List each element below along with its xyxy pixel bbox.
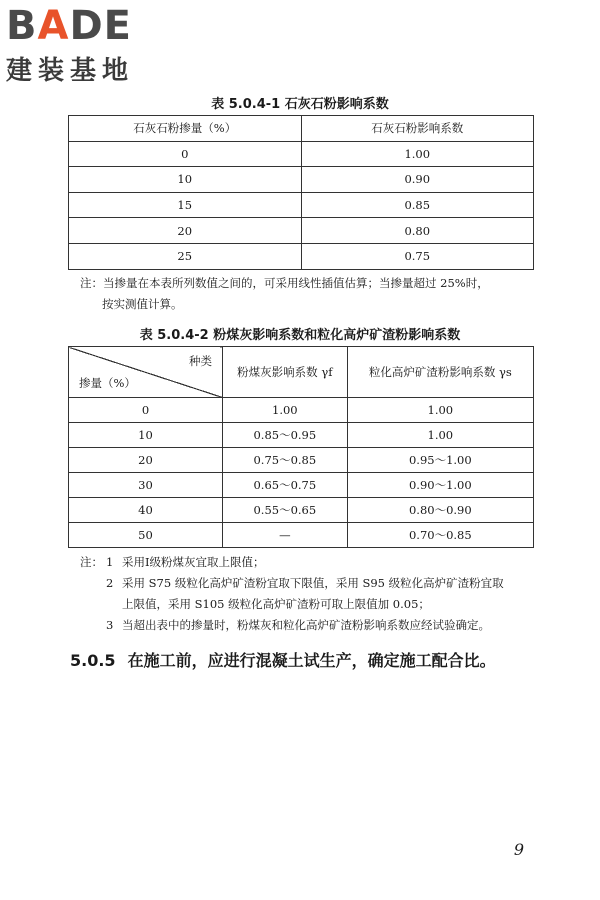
cell: 20	[69, 218, 302, 244]
table-row	[69, 218, 534, 244]
note-line: 按实测值计算。	[102, 297, 183, 311]
cell: 0.55～0.65	[223, 498, 348, 523]
cell: 0.95～1.00	[347, 448, 533, 473]
note-number: 2	[106, 576, 114, 590]
cell: 0	[69, 398, 223, 423]
header-cell: 粉煤灰影响系数 γf	[223, 347, 348, 398]
cell: 15	[69, 192, 302, 218]
cell: 0.80	[301, 218, 534, 244]
note-number: 3	[106, 618, 114, 632]
note-item	[80, 573, 550, 594]
note-item	[80, 615, 550, 636]
note-text: 采用 S75 级粒化高炉矿渣粉宜取下限值，采用 S95 级粒化高炉矿渣粉宜取	[122, 576, 504, 590]
cell: 10	[69, 167, 302, 193]
cell: 1.00	[301, 141, 534, 167]
bade-logo	[6, 4, 186, 88]
page-number: 9	[513, 840, 524, 859]
cell: 10	[69, 423, 223, 448]
cell: 0.75～0.85	[223, 448, 348, 473]
cell: 0.85	[301, 192, 534, 218]
cell: 1.00	[347, 398, 533, 423]
table-row	[69, 243, 534, 269]
note-text: 采用Ⅰ级粉煤灰宜取上限值；	[122, 555, 265, 569]
corner-label-dosage: 掺量（%）	[79, 376, 136, 390]
logo-wordmark: BADE	[6, 3, 132, 49]
cell: 0.90	[301, 167, 534, 193]
logo-subtitle: 建装基地	[6, 56, 135, 86]
table-row	[69, 523, 534, 548]
note-label: 注：	[80, 555, 103, 569]
note-number: 1	[106, 555, 114, 569]
cell: —	[223, 523, 348, 548]
table-row	[69, 192, 534, 218]
table-row	[69, 448, 534, 473]
header-cell: 石灰石粉掺量（%）	[69, 116, 302, 142]
cell: 0.70～0.85	[347, 523, 533, 548]
table-row	[69, 473, 534, 498]
table1-note	[80, 273, 489, 315]
cell: 20	[69, 448, 223, 473]
cell: 25	[69, 243, 302, 269]
cell: 0.90～1.00	[347, 473, 533, 498]
section-number: 5.0.5	[70, 651, 116, 670]
cell: 1.00	[347, 423, 533, 448]
section-5-0-5	[70, 648, 496, 671]
flyash-slag-table	[68, 346, 534, 548]
note-text: 当超出表中的掺量时，粉煤灰和粒化高炉矿渣粉影响系数应经试验确定。	[122, 618, 490, 632]
table2-caption: 表 5.0.4-2 粉煤灰影响系数和粒化高炉矿渣粉影响系数	[139, 328, 461, 343]
diagonal-header-cell	[69, 347, 223, 398]
table-header-row	[69, 347, 534, 398]
corner-label-type: 种类	[189, 354, 212, 368]
table-header-row	[69, 116, 534, 142]
cell: 40	[69, 498, 223, 523]
table-row	[69, 167, 534, 193]
cell: 30	[69, 473, 223, 498]
cell: 0	[69, 141, 302, 167]
cell: 1.00	[223, 398, 348, 423]
table-row	[69, 141, 534, 167]
table1-caption: 表 5.0.4-1 石灰石粉影响系数	[211, 97, 389, 112]
cell: 0.80～0.90	[347, 498, 533, 523]
table2-notes	[80, 552, 550, 636]
note-item	[80, 552, 550, 573]
table-row	[69, 498, 534, 523]
cell: 0.75	[301, 243, 534, 269]
section-text: 在施工前，应进行混凝土试生产，确定施工配合比。	[127, 651, 496, 670]
note-continuation: 上限值，采用 S105 级粒化高炉矿渣粉可取上限值加 0.05；	[122, 597, 430, 611]
header-cell: 石灰石粉影响系数	[301, 116, 534, 142]
cell: 0.85～0.95	[223, 423, 348, 448]
table-row	[69, 398, 534, 423]
note-line: 注：当掺量在本表所列数值之间的，可采用线性插值估算；当掺量超过 25%时，	[80, 276, 489, 290]
cell: 50	[69, 523, 223, 548]
cell: 0.65～0.75	[223, 473, 348, 498]
table-row	[69, 423, 534, 448]
header-cell: 粒化高炉矿渣粉影响系数 γs	[347, 347, 533, 398]
limestone-table	[68, 115, 534, 270]
